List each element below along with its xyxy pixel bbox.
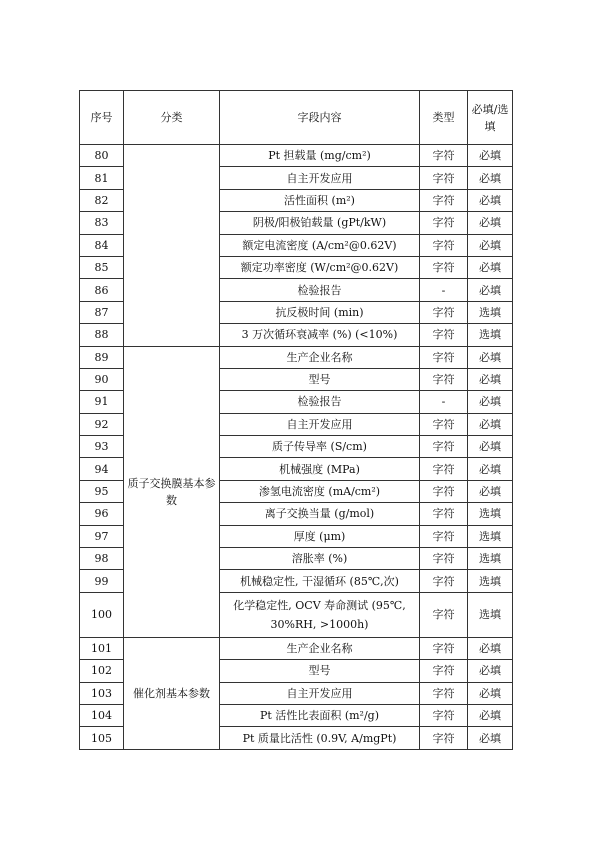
field-type: 字符 [420,548,468,570]
field-content: 机械强度 (MPa) [220,458,420,480]
row-number: 91 [80,391,124,413]
row-number: 92 [80,413,124,435]
row-number: 85 [80,256,124,278]
field-content: Pt 质量比活性 (0.9V, A/mgPt) [220,727,420,749]
field-required: 必填 [468,727,513,749]
header-required: 必填/选填 [468,91,513,145]
table-row [80,346,513,368]
field-content: 生产企业名称 [220,346,420,368]
field-required: 选填 [468,301,513,323]
field-type: 字符 [420,167,468,189]
table-body [80,145,513,750]
field-required: 必填 [468,413,513,435]
field-content: 机械稳定性, 干湿循环 (85℃,次) [220,570,420,592]
field-type: 字符 [420,503,468,525]
row-number: 103 [80,682,124,704]
field-required: 必填 [468,256,513,278]
field-required: 选填 [468,525,513,547]
table-row [80,145,513,167]
field-required: 必填 [468,660,513,682]
row-number: 105 [80,727,124,749]
field-required: 选填 [468,324,513,346]
field-required: 选填 [468,570,513,592]
table-header-row [80,91,513,145]
field-content: 质子传导率 (S/cm) [220,436,420,458]
field-type: 字符 [420,413,468,435]
field-required: 必填 [468,212,513,234]
row-number: 95 [80,480,124,502]
field-type: 字符 [420,660,468,682]
row-number: 102 [80,660,124,682]
row-number: 89 [80,346,124,368]
row-number: 97 [80,525,124,547]
field-required: 必填 [468,167,513,189]
row-number: 86 [80,279,124,301]
row-number: 98 [80,548,124,570]
field-required: 必填 [468,637,513,659]
field-content: 生产企业名称 [220,637,420,659]
field-content: 化学稳定性, OCV 寿命测试 (95℃, 30%RH, >1000h) [220,592,420,637]
row-number: 93 [80,436,124,458]
row-number: 94 [80,458,124,480]
field-required: 必填 [468,279,513,301]
field-type: 字符 [420,480,468,502]
field-content: 阴极/阳极铂载量 (gPt/kW) [220,212,420,234]
field-required: 必填 [468,346,513,368]
header-type: 类型 [420,91,468,145]
field-content: Pt 担载量 (mg/cm²) [220,145,420,167]
field-type: 字符 [420,682,468,704]
field-type: 字符 [420,592,468,637]
field-type: 字符 [420,346,468,368]
field-required: 必填 [468,458,513,480]
field-required: 必填 [468,145,513,167]
field-required: 必填 [468,368,513,390]
field-type: - [420,279,468,301]
row-number: 99 [80,570,124,592]
field-content: 溶胀率 (%) [220,548,420,570]
field-required: 必填 [468,682,513,704]
field-required: 选填 [468,592,513,637]
header-field: 字段内容 [220,91,420,145]
field-required: 必填 [468,391,513,413]
row-number: 83 [80,212,124,234]
row-number: 96 [80,503,124,525]
field-type: 字符 [420,145,468,167]
field-content: 自主开发应用 [220,413,420,435]
row-number: 82 [80,189,124,211]
field-type: 字符 [420,570,468,592]
field-required: 选填 [468,548,513,570]
field-type: 字符 [420,525,468,547]
field-type: 字符 [420,256,468,278]
field-content: 自主开发应用 [220,682,420,704]
category-cell: 催化剂基本参数 [124,637,220,749]
field-type: 字符 [420,301,468,323]
field-type: 字符 [420,727,468,749]
field-content: 型号 [220,368,420,390]
category-cell: 质子交换膜基本参数 [124,346,220,637]
table-row [80,637,513,659]
field-type: 字符 [420,368,468,390]
field-type: - [420,391,468,413]
row-number: 100 [80,592,124,637]
field-type: 字符 [420,458,468,480]
row-number: 80 [80,145,124,167]
field-required: 必填 [468,436,513,458]
field-content: 自主开发应用 [220,167,420,189]
field-content: Pt 活性比表面积 (m²/g) [220,704,420,726]
header-category: 分类 [124,91,220,145]
row-number: 88 [80,324,124,346]
row-number: 81 [80,167,124,189]
field-type: 字符 [420,704,468,726]
row-number: 101 [80,637,124,659]
field-required: 必填 [468,704,513,726]
field-content: 离子交换当量 (g/mol) [220,503,420,525]
field-type: 字符 [420,637,468,659]
category-cell [124,145,220,347]
row-number: 87 [80,301,124,323]
field-content: 活性面积 (m²) [220,189,420,211]
field-content: 检验报告 [220,279,420,301]
field-type: 字符 [420,212,468,234]
header-no: 序号 [80,91,124,145]
field-content: 额定电流密度 (A/cm²@0.62V) [220,234,420,256]
field-content: 检验报告 [220,391,420,413]
field-content: 3 万次循环衰减率 (%) (<10%) [220,324,420,346]
field-type: 字符 [420,189,468,211]
field-required: 必填 [468,234,513,256]
field-required: 选填 [468,503,513,525]
field-type: 字符 [420,234,468,256]
field-content: 厚度 (μm) [220,525,420,547]
field-content: 渗氢电流密度 (mA/cm²) [220,480,420,502]
row-number: 84 [80,234,124,256]
parameter-table [79,90,513,750]
field-required: 必填 [468,189,513,211]
field-content: 型号 [220,660,420,682]
row-number: 90 [80,368,124,390]
field-type: 字符 [420,436,468,458]
field-type: 字符 [420,324,468,346]
field-content: 额定功率密度 (W/cm²@0.62V) [220,256,420,278]
field-required: 必填 [468,480,513,502]
field-content: 抗反极时间 (min) [220,301,420,323]
row-number: 104 [80,704,124,726]
